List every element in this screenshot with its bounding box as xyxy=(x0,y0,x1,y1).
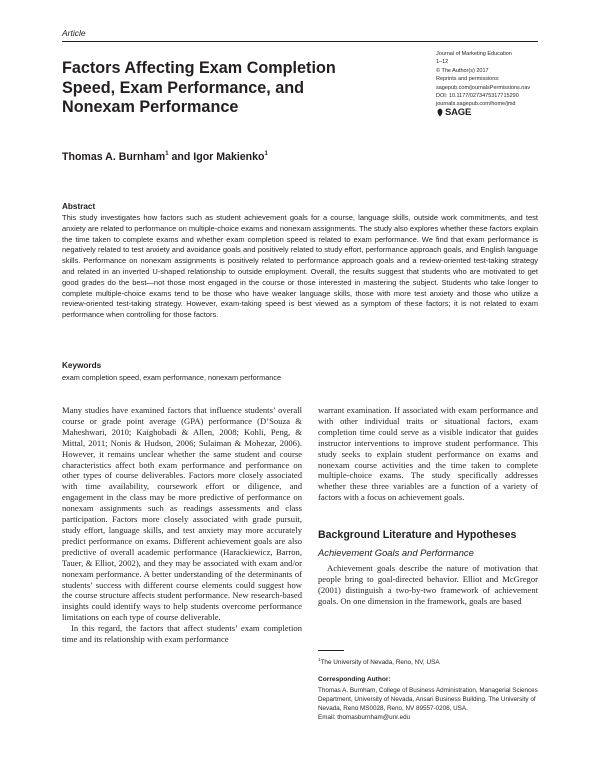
corresponding-author-block xyxy=(318,686,538,722)
article-type-label: Article xyxy=(62,28,86,38)
affiliation-text: The University of Nevada, Reno, NV, USA xyxy=(320,659,440,666)
body-paragraph: Achievement goals describe the nature of motivation that people bring to goal-directed behavior. Elliot and McGregor (2001) distinguish a two-by-two framework of achievement goals. On one dimension in the framework, goals are based xyxy=(318,563,538,606)
section-heading: Background Literature and Hypotheses xyxy=(318,529,517,541)
abstract-text: This study investigates how factors such as student achievement goals for a course, language skills, outside work commitments, and test anxiety are related to performance on multiple-choice exams and nonexam assignments. The study also explores whether these factors explain the time taken to complete exams and whether exam completion speed is related to exam performance. We find that exam performance is negatively related to test anxiety and avoidance goals and positively related to study effort, performance approach goals, and English language skills. Performance on nonexam assignments is positively related to performance approach goals and a review-oriented test-taking strategy and related in an inverted U-shaped relationship to outside employment. Overall, the results suggest that students who are motivated to get good grades do the best—not those most engaged in the course or those interested in mastering the subject. Students who take longer to complete multiple-choice exams tend to be those who have weaker language skills, those with more test anxiety and those who utilize a review-oriented test-taking strategy. However, exam-taking speed is best viewed as a symptom of these factors; it is not related to exam performance when controlling for those factors. xyxy=(62,213,538,320)
author-name: Igor Makienko xyxy=(193,151,265,163)
header-rule xyxy=(62,41,538,42)
journal-info-block xyxy=(436,50,554,109)
sage-wordmark: SAGE xyxy=(445,107,472,118)
keywords-text: exam completion speed, exam performance, nonexam performance xyxy=(62,373,282,382)
corresponding-author-text: Thomas A. Burnham, College of Business Administration, Managerial Sciences Department, University of Nevada, Ansari Business Building, The University of Nevada, Reno MS0028, Reno, NV 89557-0206, USA. xyxy=(318,687,538,712)
keywords-heading: Keywords xyxy=(62,361,102,370)
affiliation-footnote xyxy=(318,657,440,666)
corresponding-email[interactable]: Email: thomasburnham@unr.edu xyxy=(318,714,411,721)
body-paragraph: In this regard, the factors that affect students’ exam completion time and its relationship with exam performance xyxy=(62,623,302,645)
body-column-left xyxy=(62,405,302,645)
doi[interactable]: DOI: 10.1177/0273475317715290 xyxy=(436,93,519,100)
title-line: Factors Affecting Exam Completion xyxy=(62,59,336,77)
permissions-link[interactable]: sagepub.com/journalsPermissions.nav xyxy=(436,84,531,91)
copyright: © The Author(s) 2017 xyxy=(436,67,489,74)
journal-pages: 1–12 xyxy=(436,59,449,66)
author-line xyxy=(62,151,268,163)
corresponding-author-heading: Corresponding Author: xyxy=(318,676,391,683)
paper-title xyxy=(62,59,382,118)
title-line: Nonexam Performance xyxy=(62,98,239,117)
footnote-rule xyxy=(318,650,344,651)
subsection-heading: Achievement Goals and Performance xyxy=(318,547,474,558)
body-column-right xyxy=(318,405,538,503)
journal-name: Journal of Marketing Education xyxy=(436,51,512,57)
title-line: Speed, Exam Performance, and xyxy=(62,78,305,97)
affiliation-mark: 1 xyxy=(318,657,321,662)
abstract-heading: Abstract xyxy=(62,202,96,211)
sage-leaf-icon xyxy=(436,108,444,117)
journal-home-link[interactable]: journals.sagepub.com/home/jmd xyxy=(436,101,516,108)
author-connector: and xyxy=(168,151,194,163)
sage-logo xyxy=(436,107,471,118)
reprints-label: Reprints and permissions: xyxy=(436,76,500,83)
author-affiliation-mark: 1 xyxy=(264,151,268,157)
body-paragraph: warrant examination. If associated with exam performance and with other individual traits or situational factors, exam completion time could serve as a visible indicator that guides instructor interventions to improve student performance. This study seeks to explain student performance on exams and nonexam course activities and the time taken to complete multiple-choice exams. The study specifically addresses whether these three variables are a function of a variety of factors with a focus on achievement goals. xyxy=(318,405,538,503)
author-affiliation-mark: 1 xyxy=(165,151,169,157)
body-paragraph: Many studies have examined factors that influence students’ overall course or grade point average (GPA) performance (D’Souza & Maheshwari, 2010; Kaighobadi & Allen, 2008; Kohli, Peng, & Mittal, 2011; Nonis & Hudson, 2006; Sulaiman & Mohezar, 2006). However, it remains unclear whether the same student and course characteristics affect both exam performance and performance on other types of course deliverables. Factors more closely associated with time availability, coursework effort or diligence, and engagement in the class may be more predictive of performance on nonexam assignments such as readings assessments and class participation. Factors more closely associated with grade pursuit, study effort, language skills, and test anxiety may more accurately predict performance on exams. Different achievement goals are also predictive of overall academic performance (Harackiewicz, Barron, Tauer, & Elliot, 2002), and they may be associated with exam and/or nonexam performance. A better understanding of the determinants of students’ success with different course elements could suggest how the course structure affects student performance. New research-based insights could identify ways to help students overcome performance limitations on each type of course deliverable. xyxy=(62,405,302,623)
author-name: Thomas A. Burnham xyxy=(62,151,166,163)
